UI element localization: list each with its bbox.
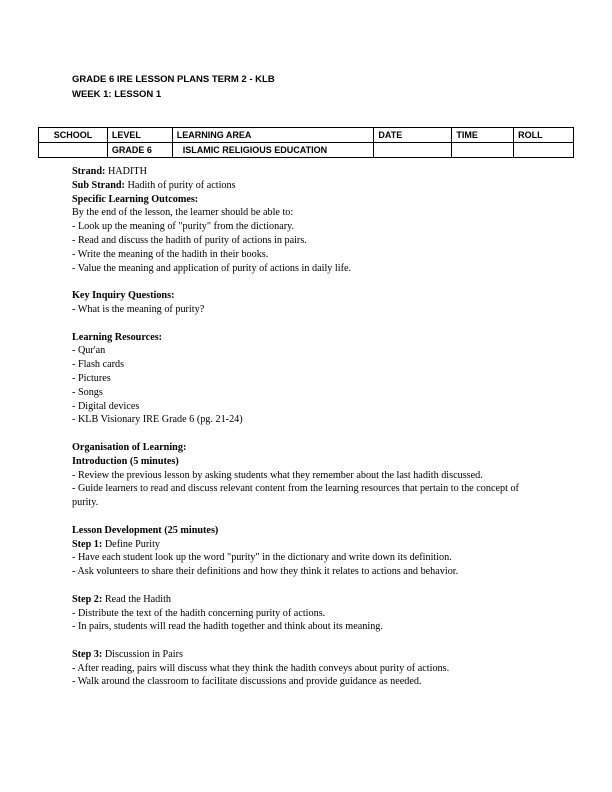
lesson-info-table: [38, 127, 574, 158]
sub-strand-line: [72, 179, 540, 193]
list-item: - Review the previous lesson by asking students what they remember about the last hadith discussed.: [72, 469, 483, 481]
list-item: - Flash cards: [72, 359, 125, 371]
list-item: - Qur'an: [72, 345, 106, 357]
list-item: - Pictures: [72, 372, 111, 384]
time-cell: [452, 143, 514, 158]
step-1-title: Define Purity: [104, 538, 160, 550]
roll-cell: [514, 143, 574, 158]
strand-value: HADITH: [107, 166, 147, 177]
lesson-plan-title: GRADE 6 IRE LESSON PLANS TERM 2 - KLB: [72, 74, 275, 85]
step-2-label: Step 2:: [72, 593, 103, 605]
sub-strand-value: Hadith of purity of actions: [127, 179, 236, 191]
step-1-line: [72, 538, 540, 552]
list-item: - Write the meaning of the hadith in their books.: [72, 248, 269, 260]
resources-heading: Learning Resources:: [72, 331, 163, 343]
learning-area-header: LEARNING AREA: [172, 128, 374, 143]
list-item: - Have each student look up the word "purity" in the dictionary and write down its definition.: [72, 552, 452, 564]
time-header: TIME: [452, 128, 514, 143]
list-item: - KLB Visionary IRE Grade 6 (pg. 21-24): [72, 414, 243, 426]
table-header-row: [39, 128, 574, 143]
list-item: - After reading, pairs will discuss what they think the hadith conveys about purity of actions.: [72, 662, 450, 674]
school-cell: [39, 143, 108, 158]
list-item: - Digital devices: [72, 400, 140, 412]
list-item: - Ask volunteers to share their definitions and how they think it relates to actions and behavior.: [72, 566, 459, 578]
learning-area-cell: ISLAMIC RELIGIOUS EDUCATION: [172, 143, 374, 158]
introduction-heading: Introduction (5 minutes): [72, 455, 179, 467]
outcomes-heading: Specific Learning Outcomes:: [72, 193, 199, 205]
roll-header: ROLL: [514, 128, 574, 143]
step-3-label: Step 3:: [72, 648, 103, 660]
sub-strand-label: Sub Strand:: [72, 179, 125, 191]
inquiry-heading: Key Inquiry Questions:: [72, 290, 175, 302]
list-item: - In pairs, students will read the hadith together and think about its meaning.: [72, 621, 383, 633]
development-heading: Lesson Development (25 minutes): [72, 524, 219, 536]
step-3-line: [72, 648, 540, 662]
level-cell: GRADE 6: [107, 143, 172, 158]
list-item: - What is the meaning of purity?: [72, 303, 205, 315]
list-item: - Read and discuss the hadith of purity of actions in pairs.: [72, 234, 307, 246]
strand-line: [72, 165, 540, 179]
list-item: - Guide learners to read and discuss relevant content from the learning resources that pertain to the concept of purity.: [72, 483, 519, 509]
list-item: - Songs: [72, 386, 103, 398]
document-header: [72, 72, 275, 102]
step-3-title: Discussion in Pairs: [104, 648, 183, 660]
step-2-line: [72, 593, 540, 607]
outcomes-intro: By the end of the lesson, the learner should be able to:: [72, 207, 294, 219]
date-cell: [374, 143, 452, 158]
lesson-content: [72, 165, 540, 689]
date-header: DATE: [374, 128, 452, 143]
strand-label: Strand:: [72, 166, 106, 177]
week-lesson-title: WEEK 1: LESSON 1: [72, 89, 162, 100]
list-item: - Distribute the text of the hadith concerning purity of actions.: [72, 607, 326, 619]
step-1-label: Step 1:: [72, 538, 103, 550]
organisation-heading: Organisation of Learning:: [72, 441, 187, 453]
step-2-title: Read the Hadith: [104, 593, 172, 605]
table-row: [39, 143, 574, 158]
list-item: - Look up the meaning of "purity" from the dictionary.: [72, 221, 295, 233]
list-item: - Walk around the classroom to facilitate discussions and provide guidance as needed.: [72, 676, 422, 688]
level-header: LEVEL: [107, 128, 172, 143]
school-header: SCHOOL: [39, 128, 108, 143]
list-item: - Value the meaning and application of purity of actions in daily life.: [72, 262, 352, 274]
